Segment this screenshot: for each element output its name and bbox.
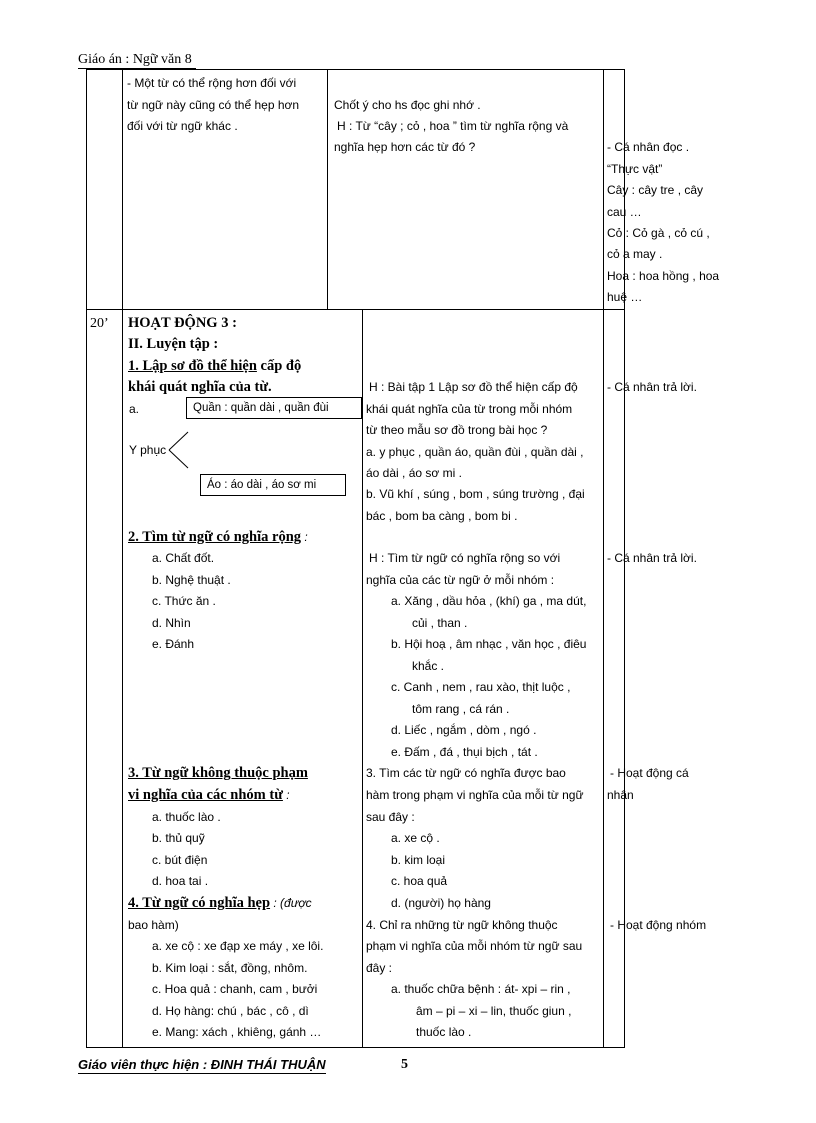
activity-title: HOẠT ĐỘNG 3 : — [128, 315, 237, 331]
teacher-q4-line: 4. Chỉ ra những từ ngữ không thuộc — [366, 918, 558, 932]
row1-student-line: cỏ a may . — [607, 247, 663, 261]
exercise3-title — [128, 763, 308, 784]
teacher-q1-line: bác , bom ba càng , bom bi . — [366, 509, 518, 523]
exercise1-label-a: a. — [129, 402, 140, 416]
exercise4-item: c. Hoa quả : chanh, cam , bưởi — [152, 982, 318, 996]
teacher-q2-item: khắc . — [412, 659, 445, 673]
teacher-q4-line: phạm vi nghĩa của mỗi nhóm từ ngữ sau — [366, 939, 583, 953]
exercise3-title-line2-underlined: vi nghĩa của các nhóm từ — [128, 787, 283, 803]
teacher-q2-item: d. Liếc , ngắm , dòm , ngó . — [391, 723, 537, 737]
teacher-q2-item: củi , than . — [412, 616, 468, 630]
exercise2-item: e. Đánh — [152, 637, 195, 651]
teacher-q4-item: âm – pi – xi – lin, thuốc giun , — [416, 1004, 572, 1018]
time-allocation: 20’ — [90, 316, 109, 331]
teacher-q3-line: sau đây : — [366, 810, 415, 824]
table-border-left — [86, 69, 87, 1048]
teacher-q1-line: áo dài , áo sơ mi . — [366, 466, 462, 480]
teacher-q2-item: c. Canh , nem , rau xào, thịt luộc , — [391, 680, 571, 694]
exercise3-title-suffix: : — [282, 788, 290, 802]
row1-student-line: “Thực vật” — [607, 162, 663, 176]
diagram-box-quan: Quần : quần dài , quần đùi — [186, 397, 362, 419]
exercise1-title-underlined: 1. Lập sơ đồ thể hiện — [128, 358, 257, 374]
exercise2-title-suffix: : — [301, 530, 308, 544]
exercise1-title-line2: khái quát nghĩa của từ. — [128, 379, 272, 395]
teacher-q1-line: b. Vũ khí , súng , bom , súng trường , đại — [366, 487, 585, 501]
exercise3-item: d. hoa tai . — [152, 874, 209, 888]
student-response-4: - Hoạt động nhóm — [610, 918, 707, 932]
row-divider — [86, 309, 625, 310]
row1-student-line: Hoa : hoa hồng , hoa — [607, 269, 720, 283]
exercise2-item: d. Nhìn — [152, 616, 191, 630]
exercise2-item: a. Chất đốt. — [152, 551, 215, 565]
table-border-top — [86, 69, 625, 70]
lesson-table — [86, 69, 720, 1048]
exercise2-item: b. Nghệ thuật . — [152, 573, 231, 587]
row1-student-line: huệ … — [607, 290, 643, 304]
exercise4-title — [128, 893, 312, 914]
page-header-title: Giáo án : Ngữ văn 8 — [78, 52, 196, 69]
exercise4-title-underlined: 4. Từ ngữ có nghĩa hẹp — [128, 895, 271, 911]
diagram-box-ao: Áo : áo dài , áo sơ mi — [200, 474, 346, 496]
teacher-q3-item: a. xe cộ . — [391, 831, 440, 845]
exercise4-item: e. Mang: xách , khiêng, gánh … — [152, 1025, 322, 1039]
exercise4-item: b. Kim loại : sắt, đồng, nhôm. — [152, 961, 308, 975]
row1-student-line: - Cá nhân đọc . — [607, 140, 690, 154]
student-response-3-cont: nhân — [607, 788, 634, 802]
teacher-q3-item: c. hoa quả — [391, 874, 448, 888]
col-divider-time — [122, 69, 123, 1048]
row1-content-line: - Một từ có thể rộng hơn đối với — [127, 76, 297, 90]
row1-student-line: Cỏ : Cỏ gà , cỏ cú , — [607, 226, 710, 240]
exercise4-item: d. Họ hàng: chú , bác , cô , dì — [152, 1004, 309, 1018]
teacher-q1-line: khái quát nghĩa của từ trong mỗi nhóm — [366, 402, 573, 416]
diagram-root-label: Y phục — [129, 443, 167, 457]
row1-student-line: cau … — [607, 205, 642, 219]
exercise2-item: c. Thức ăn . — [152, 594, 216, 608]
exercise3-item: b. thủ quỹ — [152, 831, 205, 845]
teacher-q2-item: a. Xăng , dầu hỏa , (khí) ga , ma dút, — [391, 594, 587, 608]
exercise1-title-rest: cấp độ — [256, 358, 302, 374]
teacher-q3-line: 3. Tìm các từ ngữ có nghĩa được bao — [366, 766, 566, 780]
exercise4-title-line2: bao hàm) — [128, 918, 179, 932]
teacher-q1-line: H : Bài tập 1 Lập sơ đồ thể hiện cấp độ — [369, 380, 578, 394]
col-divider-student — [603, 69, 604, 1048]
student-response-1: - Cá nhân trả lời. — [607, 380, 697, 394]
teacher-q4-item: a. thuốc chữa bệnh : át- xpi – rin , — [391, 982, 571, 996]
col-divider-row1 — [327, 69, 328, 310]
exercise2-title-underlined: 2. Tìm từ ngữ có nghĩa rộng — [128, 529, 302, 545]
teacher-q2-item: tôm rang , cá rán . — [412, 702, 510, 716]
footer-teacher-name: Giáo viên thực hiện : ĐINH THÁI THUẬN — [78, 1057, 326, 1072]
teacher-q4-item: thuốc lào . — [416, 1025, 472, 1039]
row1-student-line: Cây : cây tre , cây — [607, 183, 704, 197]
exercise4-item: a. xe cộ : xe đạp xe máy , xe lôi. — [152, 939, 324, 953]
exercise2-title — [128, 527, 308, 548]
row1-content-line: từ ngữ này cũng có thể hẹp hơn — [127, 98, 300, 112]
teacher-q3-item: d. (người) họ hàng — [391, 896, 491, 910]
teacher-q4-line: đây : — [366, 961, 393, 975]
teacher-q2-item: b. Hội hoạ , âm nhạc , văn học , điêu — [391, 637, 587, 651]
row1-content-line: đối với từ ngữ khác . — [127, 119, 238, 133]
row1-teacher-line: nghĩa hẹp hơn các từ đó ? — [334, 140, 476, 154]
col-divider-row2 — [362, 309, 363, 1048]
exercise3-item: a. thuốc lào . — [152, 810, 221, 824]
exercise1-title — [128, 356, 301, 377]
footer-page-number: 5 — [401, 1057, 408, 1072]
row1-teacher-line: H : Từ “cây ; cỏ , hoa ” tìm từ nghĩa rộng và — [337, 119, 569, 133]
exercise3-title-line2 — [128, 785, 290, 806]
row1-teacher-line: Chốt ý cho hs đọc ghi nhớ . — [334, 98, 481, 112]
teacher-q1-line: a. y phục , quần áo, quần đùi , quần dài , — [366, 445, 584, 459]
section-title: II. Luyện tập : — [128, 336, 219, 352]
teacher-q3-line: hàm trong phạm vi nghĩa của mỗi từ ngữ — [366, 788, 584, 802]
exercise3-title-underlined: 3. Từ ngữ không thuộc phạm — [128, 765, 308, 781]
student-response-3: - Hoạt động cá — [610, 766, 689, 780]
teacher-q1-line: từ theo mẫu sơ đồ trong bài học ? — [366, 423, 548, 437]
teacher-q3-item: b. kim loại — [391, 853, 446, 867]
teacher-q2-item: e. Đấm , đá , thụi bịch , tát . — [391, 745, 538, 759]
exercise4-title-suffix: : (được — [270, 896, 312, 910]
teacher-q2-line: H : Tìm từ ngữ có nghĩa rộng so với — [369, 551, 561, 565]
table-border-bottom — [86, 1047, 625, 1048]
student-response-2: - Cá nhân trả lời. — [607, 551, 697, 565]
exercise3-item: c. bút điện — [152, 853, 208, 867]
teacher-q2-line: nghĩa của các từ ngữ ở mỗi nhóm : — [366, 573, 555, 587]
diagram-connector-lines — [166, 424, 196, 484]
